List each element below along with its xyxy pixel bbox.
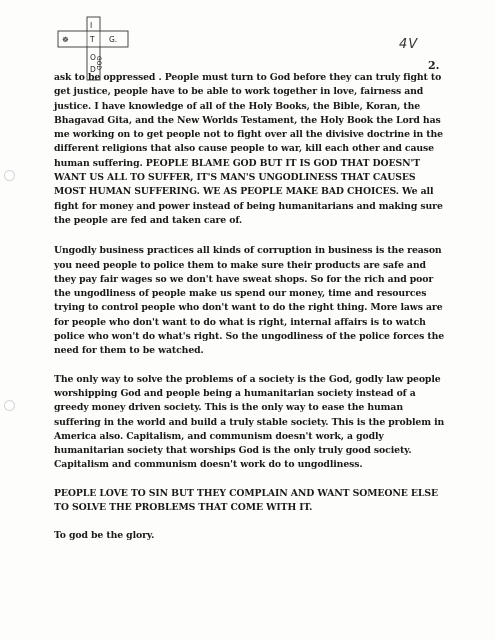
cross-letters-vertical: GOD (95, 56, 102, 70)
handwritten-note: 4V (399, 37, 419, 52)
document-body (54, 71, 449, 558)
page-number: 2. (428, 59, 440, 72)
binder-hole (4, 400, 15, 411)
cross-letter-bottom-lower: D (90, 65, 96, 74)
binder-hole (4, 170, 15, 181)
cross-letter-center: T (90, 35, 95, 44)
closing-line: To god be the glory. (54, 530, 155, 542)
paragraph: The only way to solve the problems of a society is the God, godly law people worshipping God and people being a humanitarian society instead of a greedy money driven society. This is the only way to ease the human suffering in the world and build a truly stable society. This is the problem in America also. Capitalism, and communism doesn't work, a godly humanitarian society that worships God is the only truly good society. Capitalism and communism doesn't work do to ungodliness. (54, 373, 445, 471)
cross-letter-left: ☸ (62, 35, 69, 44)
cross-letter-right: G. (109, 35, 118, 44)
paragraph: Ungodly business practices all kinds of corruption in business is the reason you need people to police them to make sure their products are safe and they pay fair wages so we don't have sweat shops. So for the rich and poor the ungodliness of people make us spend our money, time and resources trying to control people who don't want to do the right thing. More laws are for people who don't want to do what is right, internal affairs is to watch police who won't do what's right. So the ungodliness of the police forces the need for them to be watched. (54, 245, 445, 357)
paragraph: PEOPLE LOVE TO SIN BUT THEY COMPLAIN AND WANT SOMEONE ELSE TO SOLVE THE PROBLEMS THAT COME WITH IT. (54, 487, 438, 514)
cross-letter-top: I (90, 21, 93, 30)
cross-letter-bottom-upper: O (90, 53, 96, 62)
paragraph: ask to be oppressed . People must turn to God before they can truly fight to get justice, people have to be able to work together in love, fairness and justice. I have knowledge of all of the Holy Books, the Bible, Koran, the Bhagavad Gita, and the New Worlds Testament, the Holy Book the Lord has me working on to get people not to fight over all the divisive doctrine in the different religions that also cause people to war, kill each other and cause human suffering. PEOPLE BLAME GOD BUT IT IS GOD THAT DOESN'T WANT US ALL TO SUFFER, IT'S MAN'S UNGODLINESS THAT CAUSES MOST HUMAN SUFFERING. WE AS PEOPLE MAKE BAD CHOICES. We all fight for money and power instead of being humanitarians and making sure the people are fed and taken care of. (54, 72, 443, 226)
